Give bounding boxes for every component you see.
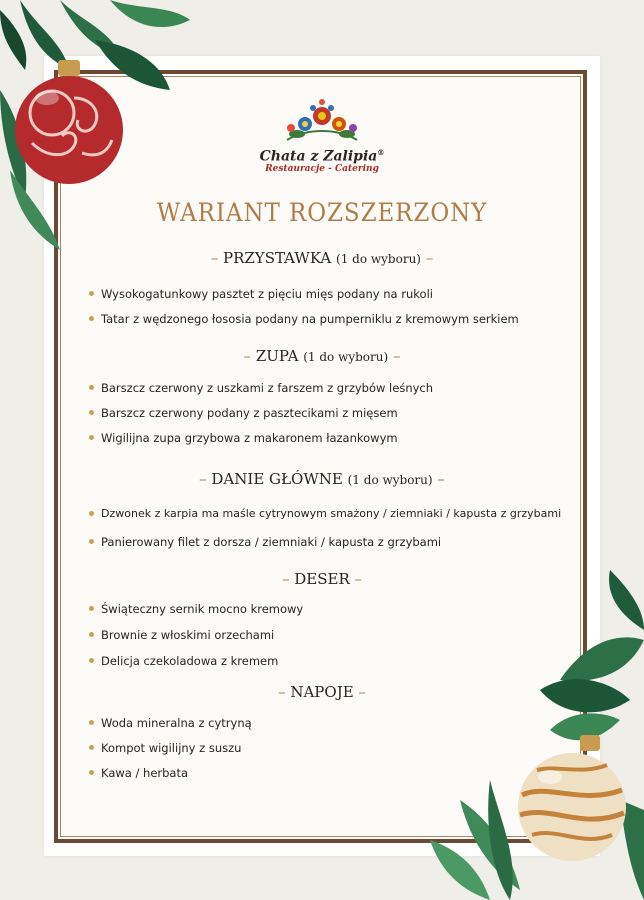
section-heading-danie-glowne: – DANIE GŁÓWNE (1 do wyboru) – — [199, 470, 445, 488]
list-item: Świąteczny sernik mocno kremowy — [89, 602, 303, 616]
list-item: Kompot wigilijny z suszu — [89, 741, 241, 755]
menu-title: WARIANT ROZSZERZONY — [156, 198, 488, 227]
section-heading-przystawka: – PRZYSTAWKA (1 do wyboru) – — [210, 249, 434, 267]
bullet-icon — [89, 632, 94, 637]
brand-name: Chata z Zalipia® — [259, 148, 385, 165]
bullet-icon — [89, 720, 94, 725]
brand-logo — [0, 98, 644, 174]
bullet-icon — [89, 291, 94, 296]
brand-tagline: Restauracje - Catering — [265, 163, 379, 174]
list-item: Wigilijna zupa grzybowa z makaronem łazankowym — [89, 431, 398, 445]
bullet-icon — [89, 511, 94, 516]
section-heading-napoje: – NAPOJE – — [278, 683, 366, 701]
bullet-icon — [89, 745, 94, 750]
bullet-icon — [89, 385, 94, 390]
bullet-icon — [89, 539, 94, 544]
list-item: Barszcz czerwony z uszkami z farszem z grzybów leśnych — [89, 381, 433, 395]
list-item: Tatar z wędzonego łososia podany na pumperniklu z kremowym serkiem — [89, 312, 519, 326]
list-item: Woda mineralna z cytryną — [89, 716, 252, 730]
bullet-icon — [89, 435, 94, 440]
list-item: Brownie z włoskimi orzechami — [89, 628, 274, 642]
bullet-icon — [89, 606, 94, 611]
list-item: Wysokogatunkowy pasztet z pięciu mięs podany na rukoli — [89, 287, 433, 301]
section-heading-deser: – DESER – — [281, 570, 363, 588]
list-item: Delicja czekoladowa z kremem — [89, 654, 278, 668]
list-item: Panierowany filet z dorsza / ziemniaki / kapusta z grzybami — [89, 535, 441, 549]
bullet-icon — [89, 316, 94, 321]
list-item: Dzwonek z karpia ma maśle cytrynowym smażony / ziemniaki / kapusta z grzybami — [89, 507, 561, 520]
bullet-icon — [89, 658, 94, 663]
folk-flowers-icon — [277, 98, 367, 146]
christmas-bauble-gold-icon — [512, 735, 632, 865]
bullet-icon — [89, 770, 94, 775]
list-item: Barszcz czerwony podany z pasztecikami z mięsem — [89, 406, 398, 420]
list-item: Kawa / herbata — [89, 766, 188, 780]
bullet-icon — [89, 410, 94, 415]
section-heading-zupa: – ZUPA (1 do wyboru) – — [243, 347, 401, 365]
